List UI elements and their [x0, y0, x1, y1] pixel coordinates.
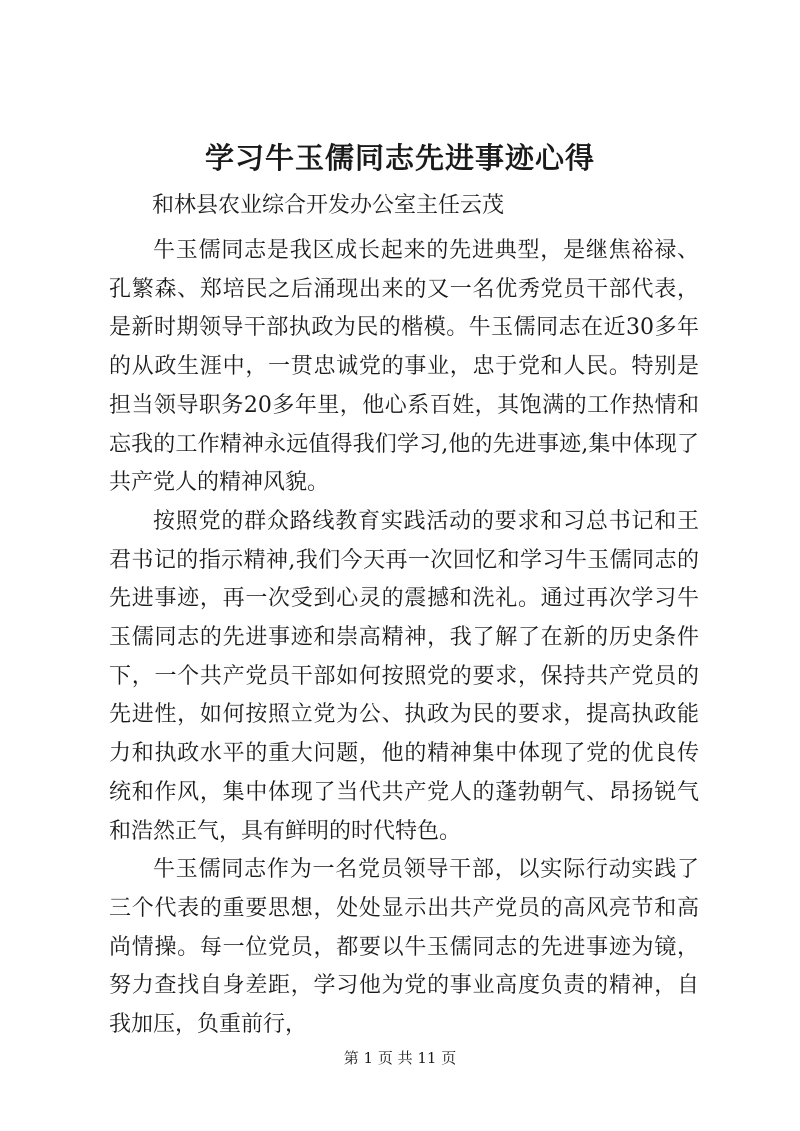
- document-body: [109, 232, 699, 1045]
- author-line: 和林县农业综合开发办公室主任云茂: [152, 193, 505, 218]
- paragraph: 按照党的群众路线教育实践活动的要求和习总书记和王君书记的指示精神,我们今天再一次回忆和学习牛玉儒同志的先进事迹，再一次受到心灵的震撼和洗礼。通过再次学习牛玉儒同志的先进事迹和崇高精神，我了解了在新的历史条件下，一个共产党员干部如何按照党的要求，保持共产党员的先进性，如何按照立党为公、执政为民的要求，提高执政能力和执政水平的重大问题，他的精神集中体现了党的优良传统和作风，集中体现了当代共产党人的蓬勃朝气、昂扬锐气和浩然正气，具有鲜明的时代特色。: [109, 508, 699, 844]
- paragraph: 牛玉儒同志作为一名党员领导干部，以实际行动实践了三个代表的重要思想，处处显示出共产党员的高风亮节和高尚情操。每一位党员，都要以牛玉儒同志的先进事迹为镜，努力查找自身差距，学习他为党的事业高度负责的精神，自我加压，负重前行，: [109, 857, 699, 1038]
- document-title: 学习牛玉儒同志先进事迹心得: [204, 141, 595, 175]
- paragraph: 牛玉儒同志是我区成长起来的先进典型，是继焦裕禄、孔繁森、郑培民之后涌现出来的又一名优秀党员干部代表，是新时期领导干部执政为民的楷模。牛玉儒同志在近30多年的从政生涯中，一贯忠诚党的事业，忠于党和人民。特别是担当领导职务20多年里，他心系百姓，其饱满的工作热情和忘我的工作精神永远值得我们学习,他的先进事迹,集中体现了共产党人的精神风貌。: [109, 238, 699, 496]
- page-number-footer: 第 1 页 共 11 页: [343, 1049, 457, 1067]
